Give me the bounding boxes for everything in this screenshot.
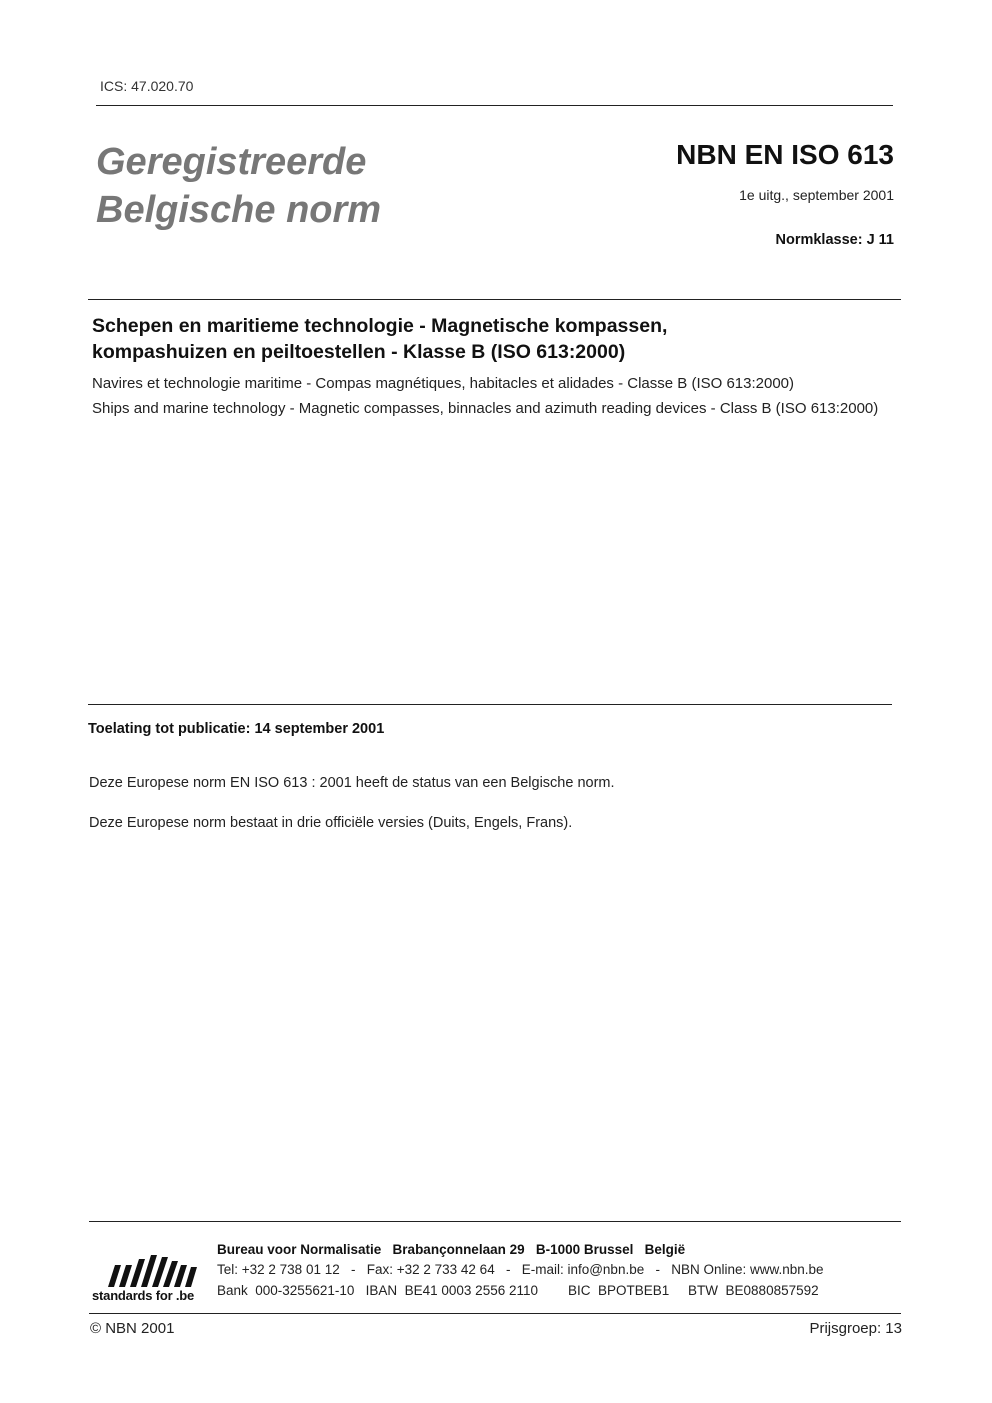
header-rule [96,105,893,106]
standard-code: NBN EN ISO 613 [676,139,894,170]
title-dutch-line2: kompashuizen en peiltoestellen - Klasse B (ISO 613:2000) [92,341,626,363]
logo-tagline: standards for .be [92,1288,195,1303]
normklasse: Normklasse: J 11 [775,232,894,248]
status-paragraph: Deze Europese norm EN ISO 613 : 2001 heeft de status van een Belgische norm. [89,775,615,791]
footer-rule-top [89,1221,901,1222]
title-dutch-line1: Schepen en maritieme technologie - Magnetische kompassen, [92,315,668,337]
title-french: Navires et technologie maritime - Compas magnétiques, habitacles et alidades - Classe B (ISO 613:2000) [92,375,795,392]
body-rule [88,704,892,705]
registered-title-line2: Belgische norm [96,189,382,231]
copyright: © NBN 2001 [90,1320,175,1337]
title-rule [88,299,901,300]
approval-date: Toelating tot publicatie: 14 september 2001 [88,721,385,737]
price-group: Prijsgroep: 13 [809,1320,902,1337]
title-english: Ships and marine technology - Magnetic compasses, binnacles and azimuth reading devices - Class B (ISO 613:2000) [92,400,879,417]
footer-rule-bottom [89,1313,901,1314]
versions-paragraph: Deze Europese norm bestaat in drie officiële versies (Duits, Engels, Frans). [89,815,573,831]
registered-title-line1: Geregistreerde [96,141,367,183]
title-dutch [92,313,902,365]
registered-belgian-norm-title [96,138,381,234]
nbn-bank-details: Bank 000-3255621-10 IBAN BE41 0003 2556 2110 BIC BPOTBEB1 BTW BE0880857592 [217,1283,819,1298]
nbn-contact: Tel: +32 2 738 01 12 - Fax: +32 2 733 42 64 - E-mail: info@nbn.be - NBN Online: www.nbn.be [217,1262,824,1277]
ics-code: ICS: 47.020.70 [100,78,194,94]
nbn-address: Bureau voor Normalisatie Brabançonnelaan 29 B-1000 Brussel België [217,1242,686,1257]
edition: 1e uitg., september 2001 [739,187,894,203]
